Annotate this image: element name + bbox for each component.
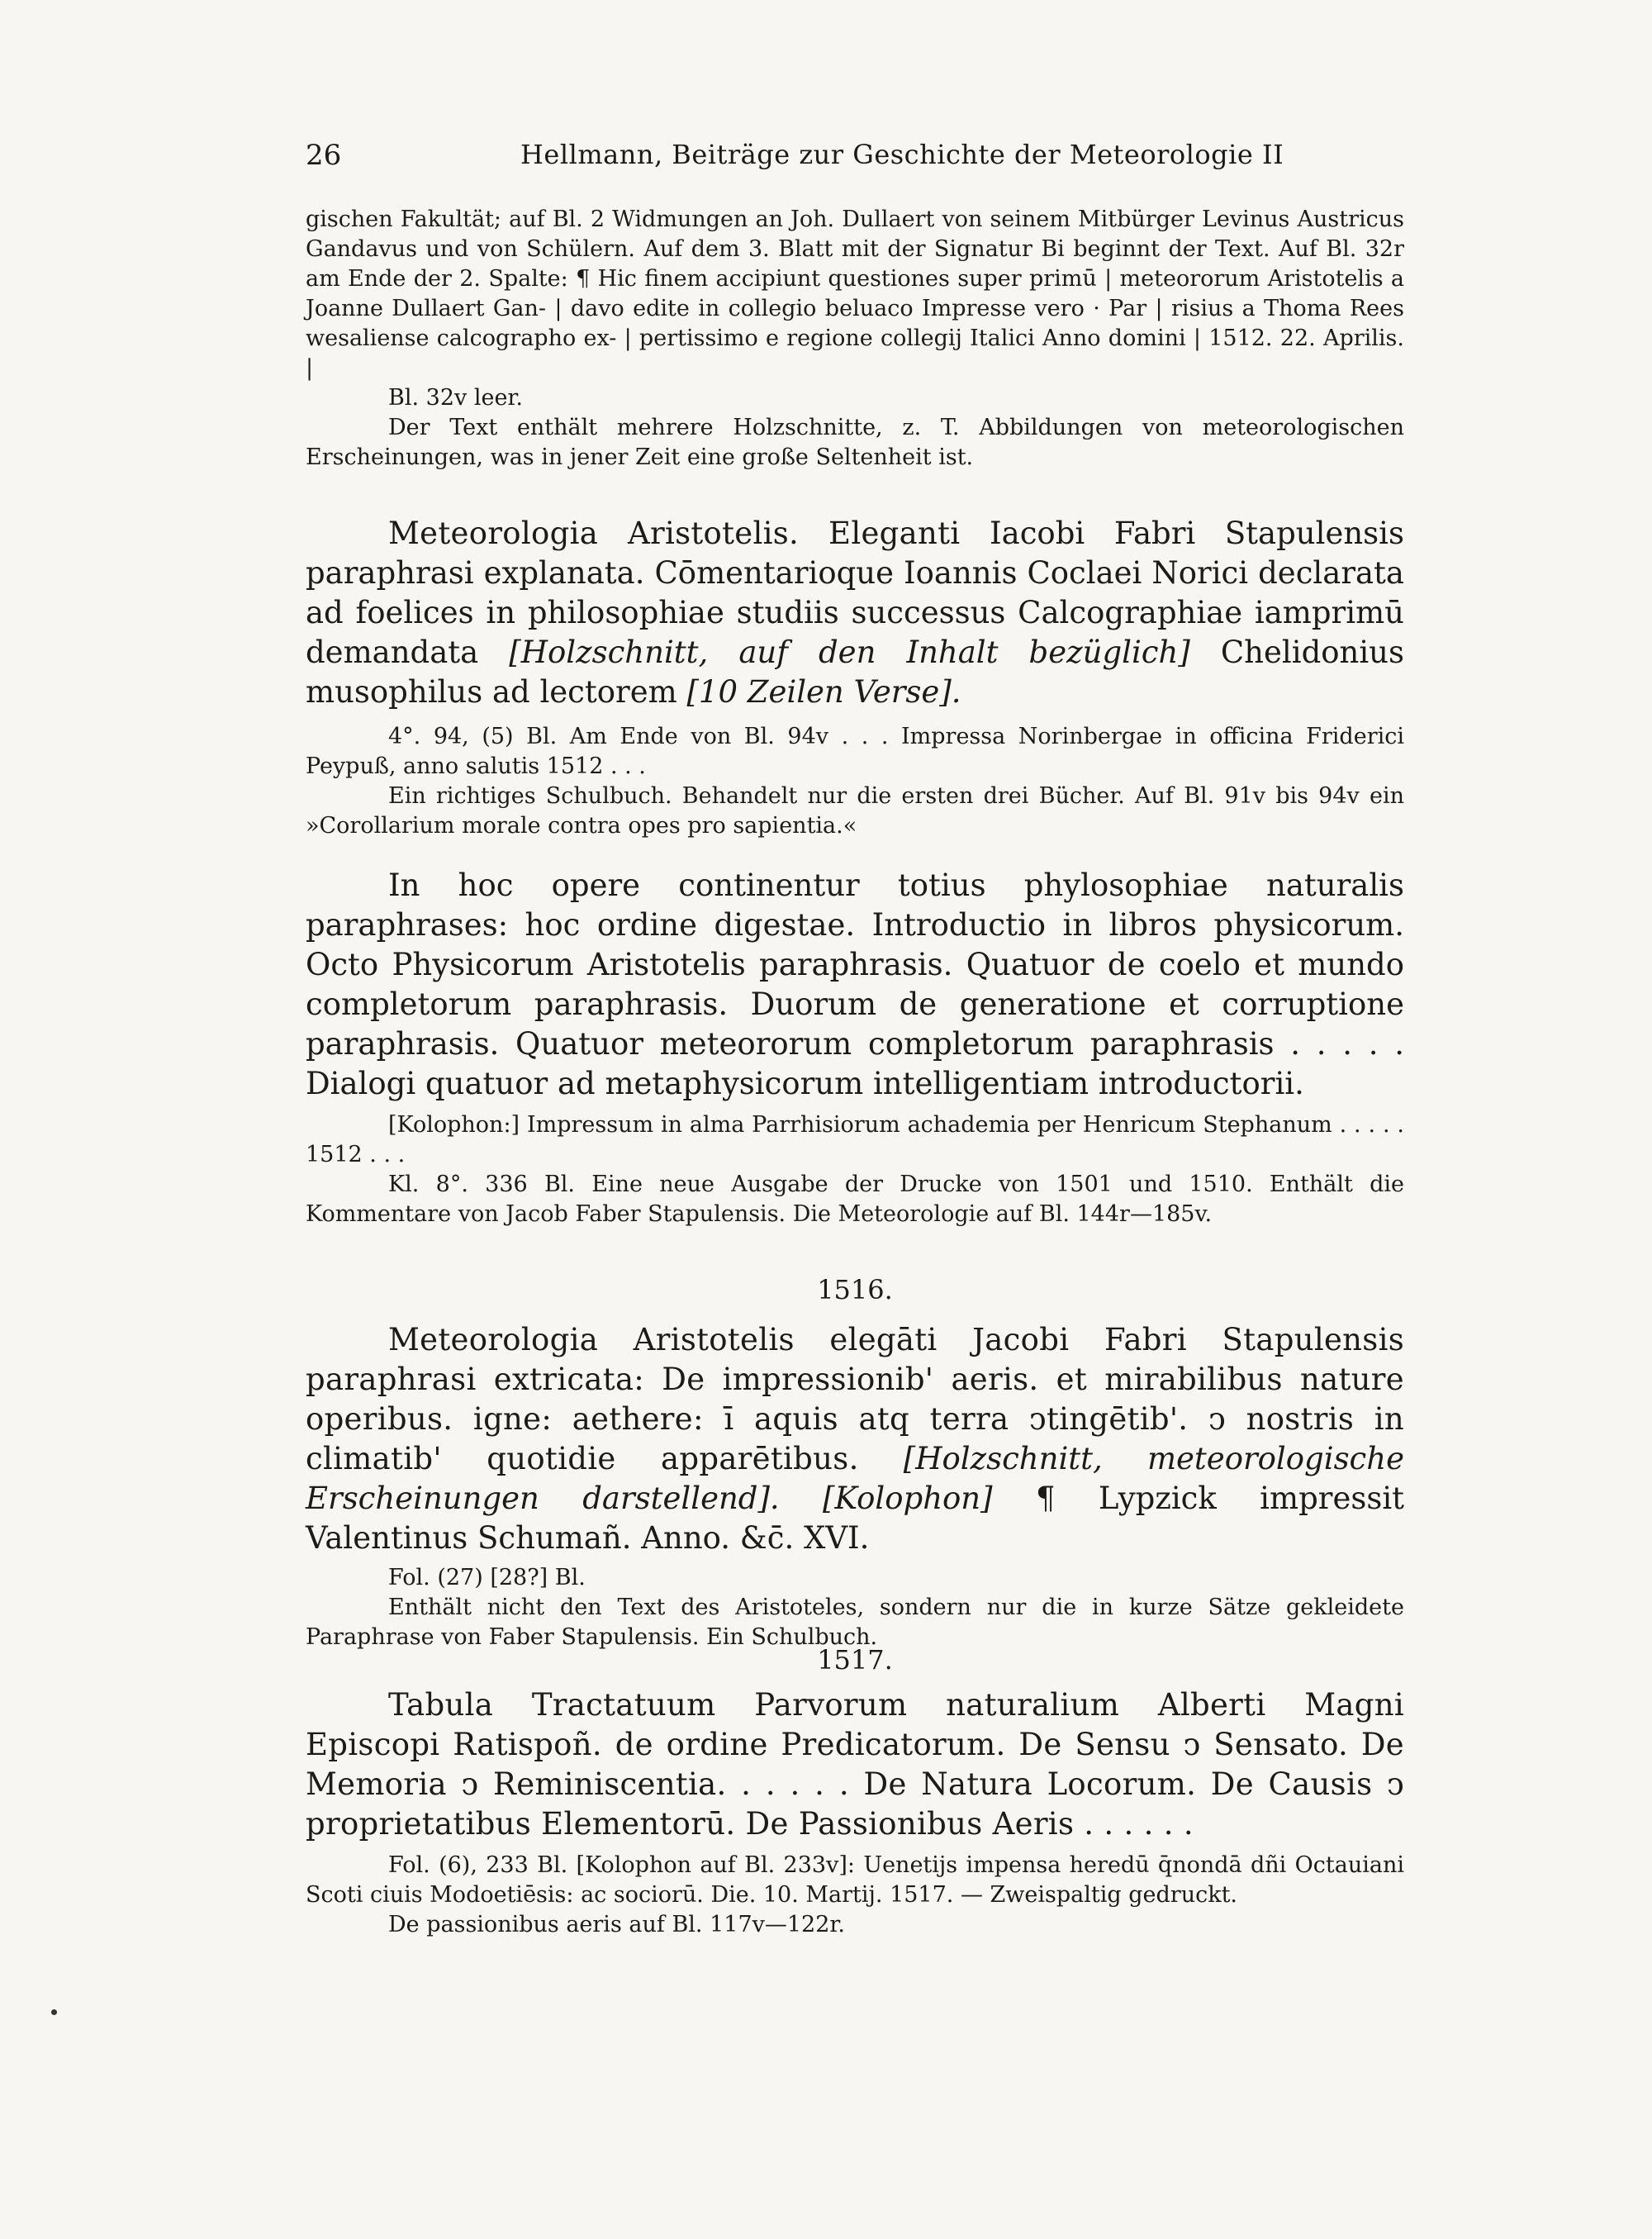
- editorial-note: [Holzschnitt, auf den Inhalt bezüglich]: [509, 635, 1190, 670]
- entry-title-fraktur: Meteorologia Aristotelis elegāti Jacobi Fabri Stapulensis paraphrasi extricata: De impressionib' aeris. et mirabilibus nature operibus. igne: aethere: ī aquis atq terra ↄtingētib'. ↄ nostris in climatib' quotidie apparētibus.: [306, 1322, 1404, 1476]
- editorial-note: [10 Zeilen Verse].: [686, 674, 961, 710]
- year-heading-1517: 1517.: [817, 1644, 893, 1676]
- entry-description: Kl. 8°. 336 Bl. Eine neue Ausgabe der Drucke von 1501 und 1510. Enthält die Kommentare von Jacob Faber Stapulensis. Die Meteorologie auf Bl. 144r—185v.: [306, 1172, 1404, 1227]
- entry-title-fraktur: Meteorologia Aristotelis. Eleganti: [388, 516, 961, 551]
- scan-speck: [51, 2009, 57, 2015]
- entry-title: [306, 514, 1404, 712]
- entry-colophon: [Kolophon:] Impressum in alma Parrhisiorum achademia per Henricum Stephanum . . . . . 1512 . . .: [306, 1112, 1404, 1167]
- entry-title-continued: Chelidonius musophilus ad lectorem: [306, 635, 1405, 710]
- year-heading-1516: 1516.: [817, 1274, 893, 1305]
- page-header: [306, 139, 1404, 175]
- entry-cont-paragraph-3: Der Text enthält mehrere Holzschnitte, z. T. Abbildungen von meteorologischen Erscheinungen, was in jener Zeit eine große Seltenheit ist.: [306, 415, 1404, 470]
- editorial-note: [Kolophon]: [823, 1481, 993, 1516]
- entry-title: In hoc opere continentur totius phylosophiae naturalis paraphrases: hoc ordine digestae. Introductio in libros physicorum. Octo Physicorum Aristotelis paraphrasis. Quatuor de coelo et mundo completorum paraphrasis. Duorum de generatione et corruptione paraphrasis. Quatuor meteororum completorum paraphrasis . . . . . Dialogi quatuor ad metaphysicorum intelligentiam introductorii.: [306, 868, 1404, 1101]
- entry-meteorologia-1516: [306, 1320, 1404, 1652]
- running-title: Hellmann, Beiträge zur Geschichte der Meteorologie II: [520, 139, 1284, 170]
- entry-cont-paragraph-2: Bl. 32v leer.: [388, 385, 523, 411]
- editorial-note: [Holzschnitt, meteorologische Erscheinungen darstellend].: [306, 1441, 1404, 1516]
- entry-description-2: De passionibus aeris auf Bl. 117v—122r.: [388, 1912, 845, 1937]
- entry-cont-paragraph-1: gischen Fakultät; auf Bl. 2 Widmungen an Joh. Dullaert von seinem Mitbürger Levinus Austricus Gandavus und von Schülern. Auf dem 3. Blatt mit der Signatur Bi beginnt der Text. Auf Bl. 32r am Ende der 2. Spalte: ¶ Hic finem accipiunt questiones super primū | meteororum Aristotelis a Joanne Dullaert Gan- | davo edite in collegio beluaco Impresse vero · Par | risius a Thoma Rees wesaliense calcographo ex- | pertissimo e regione collegij Italici Anno domini | 1512. 22. Aprilis. |: [306, 207, 1404, 381]
- entry-description-1: Fol. (6), 233 Bl. [Kolophon auf Bl. 233v]: Uenetijs impensa heredū q̄nondā dñi Octauiani Scoti ciuis Modoetiēsis: ac sociorū. Die. 10. Martij. 1517. — Zweispaltig gedruckt.: [306, 1852, 1404, 1908]
- entry-paraphrases-1512: [306, 866, 1404, 1229]
- entry-description-2: Enthält nicht den Text des Aristoteles, sondern nur die in kurze Sätze gekleidete Paraphrase von Faber Stapulensis. Ein Schulbuch.: [306, 1595, 1404, 1650]
- entry-description-2: Ein richtiges Schulbuch. Behandelt nur die ersten drei Bücher. Auf Bl. 91v bis 94v ein »Corollarium morale contra opes pro sapientia.«: [306, 783, 1404, 839]
- year-heading-1516-block: [306, 1274, 1404, 1305]
- page-number: 26: [306, 139, 342, 172]
- entry-title-rest: Iacobi Fabri Stapulensis paraphrasi explanata. Cōmentarioque Ioannis Coclaei Norici declarata ad foelices in philosophiae studiis successus Calcographiae iamprimū demandata: [306, 516, 1404, 670]
- entry-title-rest: ¶ Lypzick impressit Valentinus Schumañ. Anno. &c̄. XVI.: [306, 1481, 1405, 1556]
- entry-continuation: [306, 205, 1404, 473]
- year-heading-1517-block: [306, 1644, 1404, 1676]
- entry-description-1: Fol. (27) [28?] Bl.: [388, 1565, 586, 1590]
- entry-title: [306, 1320, 1404, 1558]
- entry-description-1: 4°. 94, (5) Bl. Am Ende von Bl. 94v . . . Impressa Norinbergae in officina Friderici Peypuß, anno salutis 1512 . . .: [306, 724, 1404, 779]
- entry-meteorologia-1512: [306, 514, 1404, 841]
- entry-tabula-1517: [306, 1685, 1404, 1940]
- entry-title-fraktur: Tabula Tractatuum Parvorum naturalium Alberti Magni Episcopi Ratispoñ. de ordine Predicatorum. De Sensu ↄ Sensato. De Memoria ↄ Reminiscentia. . . . . . De Natura Locorum. De Causis ↄ proprietatibus Elementorū. De Passionibus Aeris . . . . . .: [306, 1687, 1404, 1842]
